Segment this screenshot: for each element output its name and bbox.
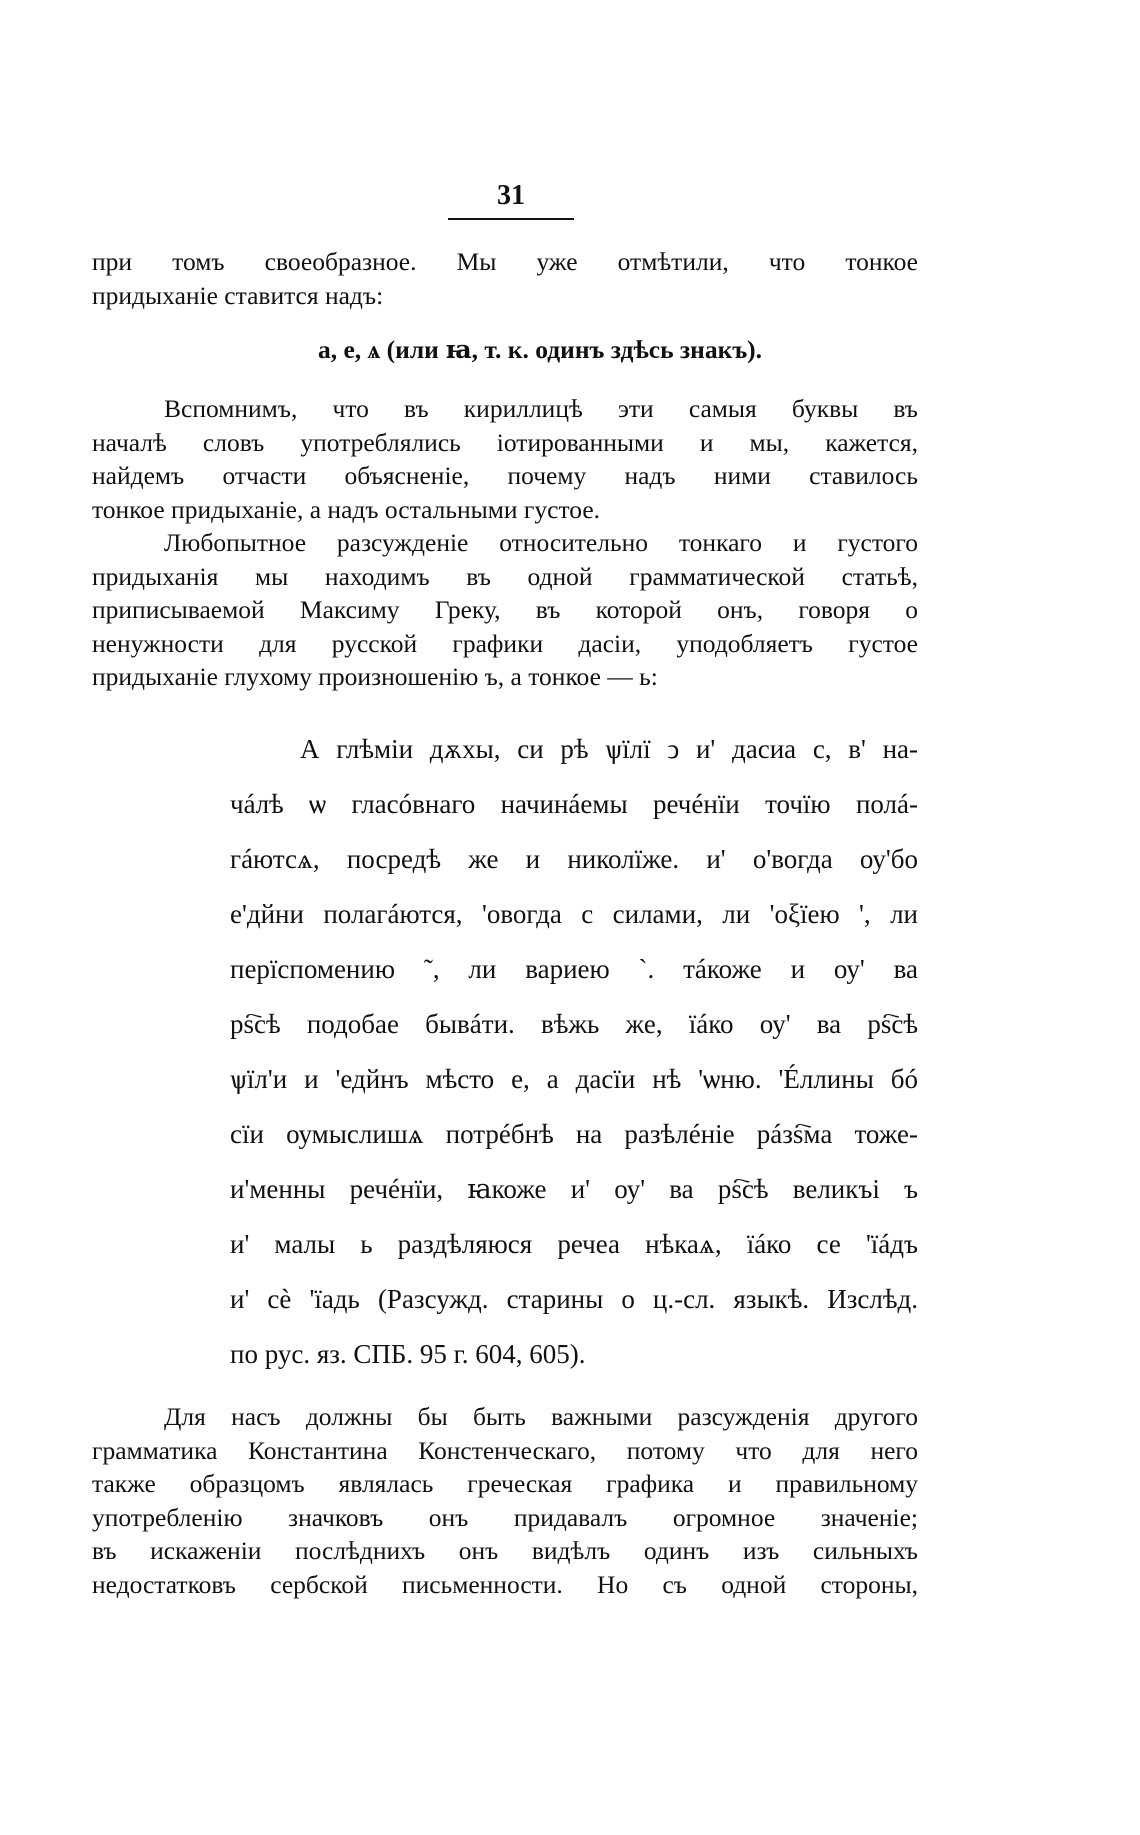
paragraph-1: [92, 245, 918, 312]
paragraph-line: тонкое придыханіе, а надъ остальными густое.: [92, 494, 601, 524]
paragraph-line: приписываемой Максиму Греку, въ которой онъ, говоря о: [92, 595, 918, 624]
quotation-line: е'дйни полагáются, 'овогда с силами, ли 'оξїею ', ли: [230, 899, 918, 929]
church-slavonic-quotation: [230, 722, 918, 1382]
paragraph-line: Любопытное разсужденіе относительно тонкаго и густого: [164, 528, 918, 557]
aspiration-letters-formula: а, е, ѧ (или ꙗ, т. к. одинъ здѣсь знакъ).: [317, 335, 763, 364]
paragraph-line: Вспомнимъ, что въ кириллицѣ эти самыя буквы въ: [164, 394, 918, 423]
quotation-line: перїспомению ˜, ли вариею `. тáкоже и оу' ва: [230, 954, 918, 984]
paragraph-line: придыханія мы находимъ въ одной грамматической статьѣ,: [92, 561, 918, 591]
quotation-line: гáютсѧ, посредѣ же и николїже. и' о'вогда оу'бо: [230, 844, 918, 874]
paragraph-line: придыханіе ставится надъ:: [92, 280, 384, 310]
page-number: 31: [448, 180, 574, 220]
quotation-line: ѱїл'и и 'едйнъ мѣсто е, а дасїи нѣ 'ѡню. 'Éллины бó: [230, 1064, 918, 1094]
paragraph-4: [92, 1400, 918, 1601]
quotation-line: и'менны речéнїи, ꙗкоже и' оу' ва рѕ҇сѣ великъі ъ: [230, 1174, 918, 1204]
paragraph-line: въ искаженіи послѣднихъ онъ видѣлъ одинъ изъ сильныхъ: [92, 1536, 918, 1565]
quotation-line: А глѣміи дѫхы, си рѣ ѱїлї ͻ и' дасиа с, в' на-: [300, 734, 918, 764]
quotation-line: сїи оумыслишѧ потрéбнѣ на разѣлéніе рáзѕ҇ма тоже-: [230, 1119, 918, 1149]
paragraph-line: грамматика Константина Констенческаго, потому что для него: [92, 1435, 918, 1465]
paragraph-line: также образцомъ являлась греческая графика и правильному: [92, 1469, 918, 1498]
paragraph-2: [92, 392, 918, 526]
paragraph-line: найдемъ отчасти объясненіе, почему надъ ними ставилось: [92, 461, 918, 490]
paragraph-line: придыханіе глухому произношенію ъ, а тонкое — ь:: [92, 662, 658, 691]
quotation-line: по рус. яз. СПБ. 95 г. 604, 605).: [230, 1339, 586, 1369]
paragraph-line: ненужности для русской графики дасіи, уподобляетъ густое: [92, 628, 918, 658]
paragraph-line: недостатковъ сербской письменности. Но съ одной стороны,: [92, 1569, 918, 1599]
paragraph-line: употребленію значковъ онъ придавалъ огромное значеніе;: [92, 1502, 918, 1532]
paragraph-line: началѣ словъ употреблялись іотированными и мы, кажется,: [92, 427, 918, 457]
paragraph-line: при томъ своеобразное. Мы уже отмѣтили, что тонкое: [92, 247, 918, 276]
quotation-line: и' сè 'їадь (Разсужд. старины о ц.-сл. языкѣ. Изслѣд.: [230, 1284, 918, 1314]
quotation-line: рѕ҇сѣ подобае бывáти. вѣжь же, їáко оу' ва рѕ҇сѣ: [230, 1009, 918, 1039]
quotation-line: и' малы ь раздѣляюся речеа нѣкаѧ, їáко се 'їáдъ: [230, 1229, 918, 1259]
paragraph-3: [92, 526, 918, 694]
quotation-line: чáлѣ ѡ гласóвнаго начинáемы речéнїи точїю полá-: [230, 789, 918, 819]
paragraph-line: Для насъ должны бы быть важными разсужденія другого: [164, 1402, 918, 1431]
